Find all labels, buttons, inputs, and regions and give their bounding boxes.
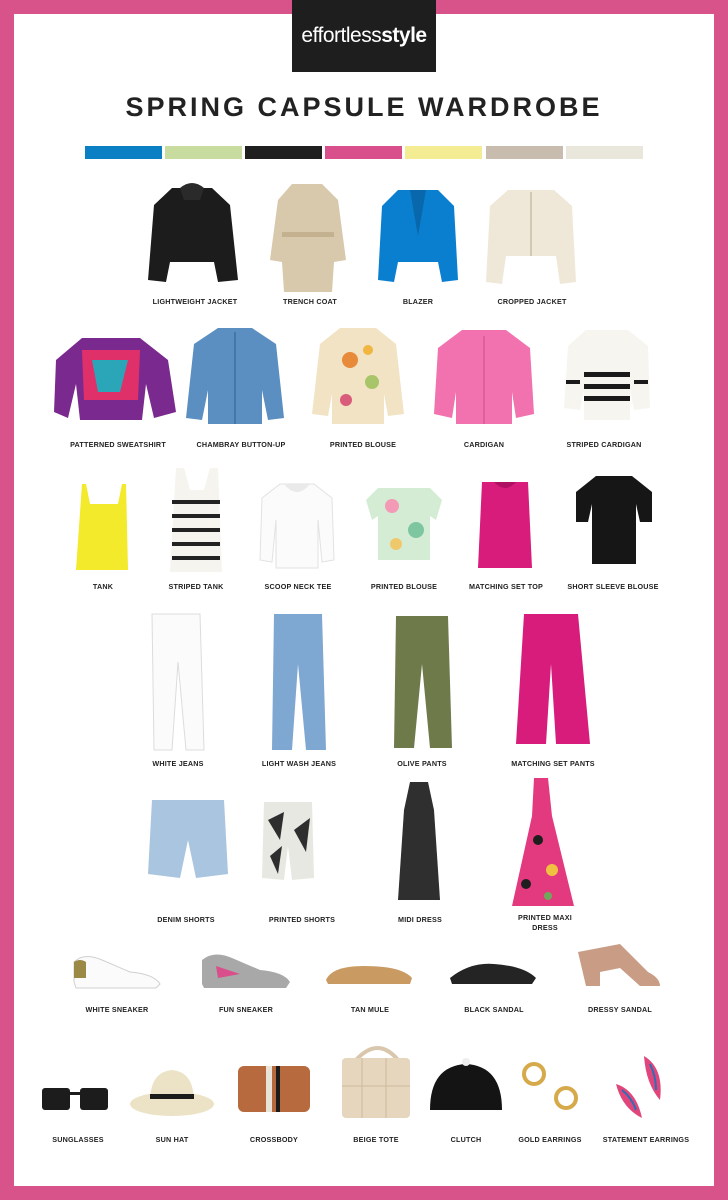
label-gold-earrings: GOLD EARRINGS [518,1135,582,1144]
white-sneaker-image [74,956,160,988]
label-matching-set-pants: MATCHING SET PANTS [511,759,595,768]
label-printed-blouse: PRINTED BLOUSE [329,440,397,449]
logo-light: effortless [301,24,382,47]
white-jeans-image [152,614,204,750]
label-chambray: CHAMBRAY BUTTON-UP [196,440,286,449]
set-top-image [478,482,532,568]
chambray-image [186,328,284,424]
label-midi-dress: MIDI DRESS [398,915,442,924]
label-matching-set-top: MATCHING SET TOP [468,582,544,591]
label-striped-tank: STRIPED TANK [168,582,224,591]
light-jeans-image [272,614,326,750]
label-short-sleeve-blouse: SHORT SLEEVE BLOUSE [567,582,659,591]
cropped-jacket-image [486,190,576,284]
label-dressy-sandal: DRESSY SANDAL [588,1005,652,1014]
label-printed-maxi-dress: PRINTED MAXI DRESS [518,913,572,932]
scoop-tee-image [260,484,334,568]
sunglasses-image [42,1088,108,1110]
olive-pants-image [394,616,452,748]
striped-cardigan-image [564,330,650,420]
label-white-sneaker: WHITE SNEAKER [85,1005,149,1014]
label-fun-sneaker: FUN SNEAKER [218,1005,274,1014]
maxi-dress-image [512,778,574,906]
label-white-jeans: WHITE JEANS [152,759,204,768]
label-olive-pants: OLIVE PANTS [397,759,447,768]
label-striped-cardigan: STRIPED CARDIGAN [566,440,642,449]
cardigan-image [434,330,534,424]
gold-earrings-image [524,1064,576,1108]
set-pants-image [516,614,590,744]
black-sandal-image [450,964,536,984]
label-lightweight-jacket: LIGHTWEIGHT JACKET [152,297,238,306]
crossbody-image [238,1066,310,1112]
label-scoop-neck-tee: SCOOP NECK TEE [264,582,332,591]
short-sleeve-blouse-image [576,476,652,564]
page-title: SPRING CAPSULE WARDROBE [125,92,603,122]
label-cardigan: CARDIGAN [463,440,505,449]
label-light-wash-jeans: LIGHT WASH JEANS [261,759,337,768]
logo-bold: style [381,24,427,47]
tank-image [76,484,128,570]
printed-shorts-image [262,802,314,880]
denim-shorts-image [148,800,228,878]
label-black-sandal: BLACK SANDAL [464,1005,524,1014]
striped-tank-image [170,468,222,572]
label-sun-hat: SUN HAT [155,1135,189,1144]
printed-blouse-2-image [366,488,442,560]
label-sunglasses: SUNGLASSES [52,1135,104,1144]
label-blazer: BLAZER [402,297,434,306]
label-tank: TANK [92,582,114,591]
lightweight-jacket-image [148,183,238,282]
label-trench-coat: TRENCH COAT [283,297,337,306]
clutch-image [430,1058,502,1110]
midi-dress-image [398,782,440,900]
label-cropped-jacket: CROPPED JACKET [497,297,567,306]
label-denim-shorts: DENIM SHORTS [157,915,215,924]
tan-mule-image [326,966,412,984]
fun-sneaker-image [202,954,290,988]
label-patterned-sweatshirt: PATTERNED SWEATSHIRT [70,440,166,449]
label-beige-tote: BEIGE TOTE [353,1135,399,1144]
dressy-sandal-image [578,944,660,986]
patterned-sweatshirt-image [54,338,176,420]
beige-tote-image [342,1048,410,1118]
printed-blouse-image [312,328,404,424]
statement-earrings-image [616,1056,661,1118]
label-tan-mule: TAN MULE [350,1005,390,1014]
sun-hat-image [130,1070,214,1116]
label-crossbody: CROSSBODY [249,1135,299,1144]
blazer-image [378,190,458,282]
label-printed-blouse-2: PRINTED BLOUSE [370,582,438,591]
trench-coat-image [270,184,346,292]
label-statement-earrings: STATEMENT EARRINGS [602,1135,690,1144]
label-clutch: CLUTCH [450,1135,482,1144]
label-printed-shorts: PRINTED SHORTS [268,915,336,924]
